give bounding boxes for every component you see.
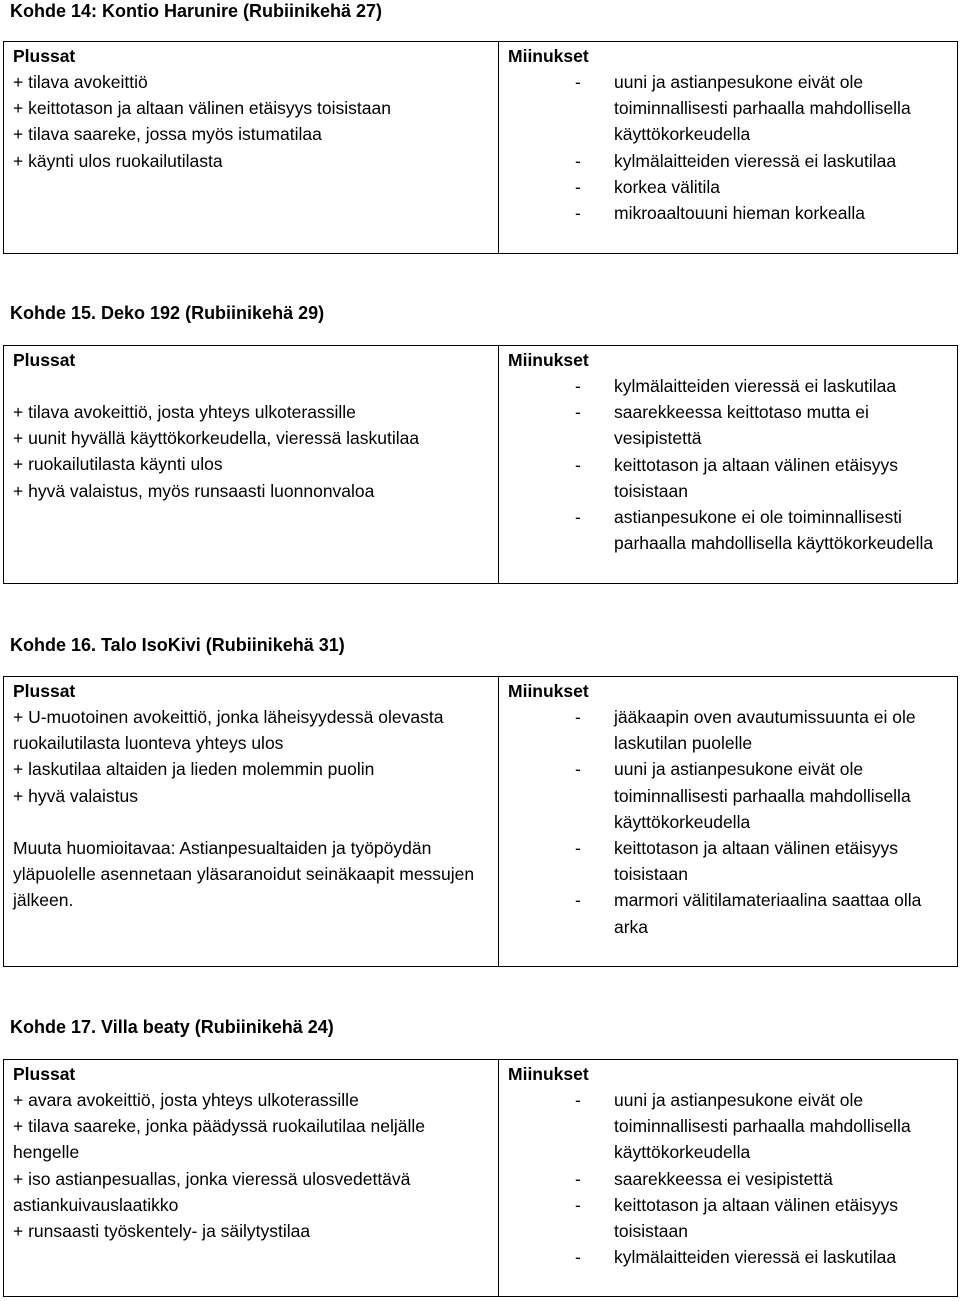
miinukset-list: [508, 1087, 953, 1270]
plussat-cell: [4, 42, 499, 254]
minus-item-text: astianpesukone ei ole toiminnallisesti parhaalla mahdollisella käyttökorkeudella: [614, 507, 934, 554]
pros-cons-table-kohde-16: [3, 676, 958, 967]
minus-item-text: keittotason ja altaan välinen etäisyys toisistaan: [614, 1194, 899, 1242]
minus-item-text: keittotason ja altaan välinen etäisyys toisistaan: [614, 838, 899, 885]
minus-item-text: uuni ja astianpesukone eivät ole toiminnallisesti parhaalla mahdollisella käyttökorkeudella: [614, 72, 911, 145]
plus-item: + runsaasti työskentely- ja säilytystilaa: [13, 1221, 311, 1242]
miinukset-cell: [499, 346, 958, 584]
dash-bullet: -: [575, 150, 581, 171]
plussat-list: [13, 1087, 492, 1244]
miinukset-header: Miinukset: [508, 350, 589, 370]
minus-item: [508, 1166, 953, 1192]
pros-cons-table-kohde-17: [3, 1059, 958, 1297]
miinukset-list: [508, 704, 953, 940]
minus-item: [508, 373, 953, 399]
minus-item: [508, 200, 953, 226]
plussat-cell: [4, 677, 499, 967]
minus-item: [508, 69, 953, 148]
plussat-list: [13, 399, 492, 504]
minus-item-text: marmori välitilamateriaalina saattaa olla arka: [614, 890, 922, 937]
miinukset-cell: [499, 42, 958, 254]
minus-item: [508, 1244, 953, 1270]
dash-bullet: -: [575, 1090, 581, 1110]
dash-bullet: -: [575, 759, 581, 780]
dash-bullet: -: [575, 203, 581, 224]
plus-item: + U-muotoinen avokeittiö, jonka läheisyydessä olevasta ruokailutilasta luonteva yhteys ulos: [13, 707, 444, 754]
section-title-kohde-17: Kohde 17. Villa beaty (Rubiinikehä 24): [10, 1017, 334, 1037]
minus-item: [508, 452, 953, 504]
plussat-cell: [4, 346, 499, 584]
dash-bullet: -: [575, 176, 581, 197]
minus-item: [508, 835, 953, 887]
minus-item-text: mikroaaltouuni hieman korkealla: [614, 203, 865, 224]
minus-item: [508, 174, 953, 200]
plus-item: + tilava saareke, jossa myös istumatilaa: [13, 124, 322, 145]
plussat-list: [13, 704, 492, 809]
section-title-kohde-15: Kohde 15. Deko 192 (Rubiinikehä 29): [10, 303, 325, 323]
minus-item-text: saarekkeessa ei vesipistettä: [614, 1168, 833, 1189]
plus-item: + tilava avokeittiö: [13, 72, 148, 92]
plus-item: + hyvä valaistus, myös runsaasti luonnonvaloa: [13, 480, 375, 501]
minus-item-text: kylmälaitteiden vieressä ei laskutilaa: [614, 1247, 897, 1268]
dash-bullet: -: [575, 1247, 581, 1268]
minus-item: [508, 756, 953, 835]
dash-bullet: -: [575, 376, 581, 396]
minus-item-text: korkea välitila: [614, 176, 721, 197]
miinukset-header: Miinukset: [508, 46, 589, 66]
miinukset-cell: [499, 1060, 958, 1297]
minus-item-text: saarekkeessa keittotaso mutta ei vesipistettä: [614, 402, 869, 449]
minus-item-text: uuni ja astianpesukone eivät ole toiminnallisesti parhaalla mahdollisella käyttökorkeudella: [614, 759, 911, 832]
minus-item: [508, 399, 953, 451]
plussat-list: [13, 69, 492, 174]
dash-bullet: -: [575, 1168, 581, 1189]
plus-item: + käynti ulos ruokailutilasta: [13, 150, 223, 171]
minus-item: [508, 504, 953, 556]
plus-item: + iso astianpesuallas, jonka vieressä ulosvedettävä astiankuivauslaatikko: [13, 1168, 411, 1215]
note-text: Muuta huomioitavaa: Astianpesualtaiden ja työpöydän yläpuolelle asennetaan yläsaranoidut seinäkaapit messujen jälkeen.: [13, 837, 475, 911]
dash-bullet: -: [575, 838, 581, 859]
plus-item: + hyvä valaistus: [13, 785, 138, 806]
plussat-cell: [4, 1060, 499, 1297]
plussat-header: Plussat: [13, 46, 76, 66]
plussat-header: Plussat: [13, 1064, 76, 1084]
dash-bullet: -: [575, 454, 581, 475]
miinukset-list: [508, 69, 953, 226]
dash-bullet: -: [575, 890, 581, 911]
dash-bullet: -: [575, 1194, 581, 1215]
plus-item: + tilava avokeittiö, josta yhteys ulkoterassille: [13, 402, 356, 422]
pros-cons-table-kohde-14: [3, 41, 958, 254]
miinukset-cell: [499, 677, 958, 967]
dash-bullet: -: [575, 707, 581, 727]
section-title-kohde-16: Kohde 16. Talo IsoKivi (Rubiinikehä 31): [10, 635, 345, 655]
pros-cons-table-kohde-15: [3, 345, 958, 584]
plus-item: + laskutilaa altaiden ja lieden molemmin puolin: [13, 759, 375, 780]
miinukset-header: Miinukset: [508, 1064, 589, 1084]
dash-bullet: -: [575, 507, 581, 528]
minus-item-text: kylmälaitteiden vieressä ei laskutilaa: [614, 150, 897, 171]
plus-item: + keittotason ja altaan välinen etäisyys toisistaan: [13, 98, 391, 119]
plus-item: + uunit hyvällä käyttökorkeudella, vieressä laskutilaa: [13, 428, 420, 449]
minus-item: [508, 1087, 953, 1166]
plussat-header: Plussat: [13, 681, 76, 701]
minus-item-text: uuni ja astianpesukone eivät ole toiminnallisesti parhaalla mahdollisella käyttökorkeudella: [614, 1090, 911, 1163]
miinukset-list: [508, 373, 953, 556]
minus-item: [508, 704, 953, 756]
minus-item-text: kylmälaitteiden vieressä ei laskutilaa: [614, 376, 897, 396]
plussat-header: Plussat: [13, 350, 76, 370]
minus-item-text: jääkaapin oven avautumissuunta ei ole laskutilan puolelle: [614, 707, 916, 754]
dash-bullet: -: [575, 72, 581, 92]
minus-item-text: keittotason ja altaan välinen etäisyys toisistaan: [614, 454, 899, 501]
plus-item: + ruokailutilasta käynti ulos: [13, 454, 223, 475]
plus-item: + avara avokeittiö, josta yhteys ulkoterassille: [13, 1090, 359, 1110]
minus-item: [508, 148, 953, 174]
section-title-kohde-14: Kohde 14: Kontio Harunire (Rubiinikehä 27): [10, 1, 383, 21]
dash-bullet: -: [575, 402, 581, 423]
minus-item: [508, 1192, 953, 1244]
miinukset-header: Miinukset: [508, 681, 589, 701]
plus-item: + tilava saareke, jonka päädyssä ruokailutilaa neljälle hengelle: [13, 1116, 425, 1163]
minus-item: [508, 887, 953, 939]
